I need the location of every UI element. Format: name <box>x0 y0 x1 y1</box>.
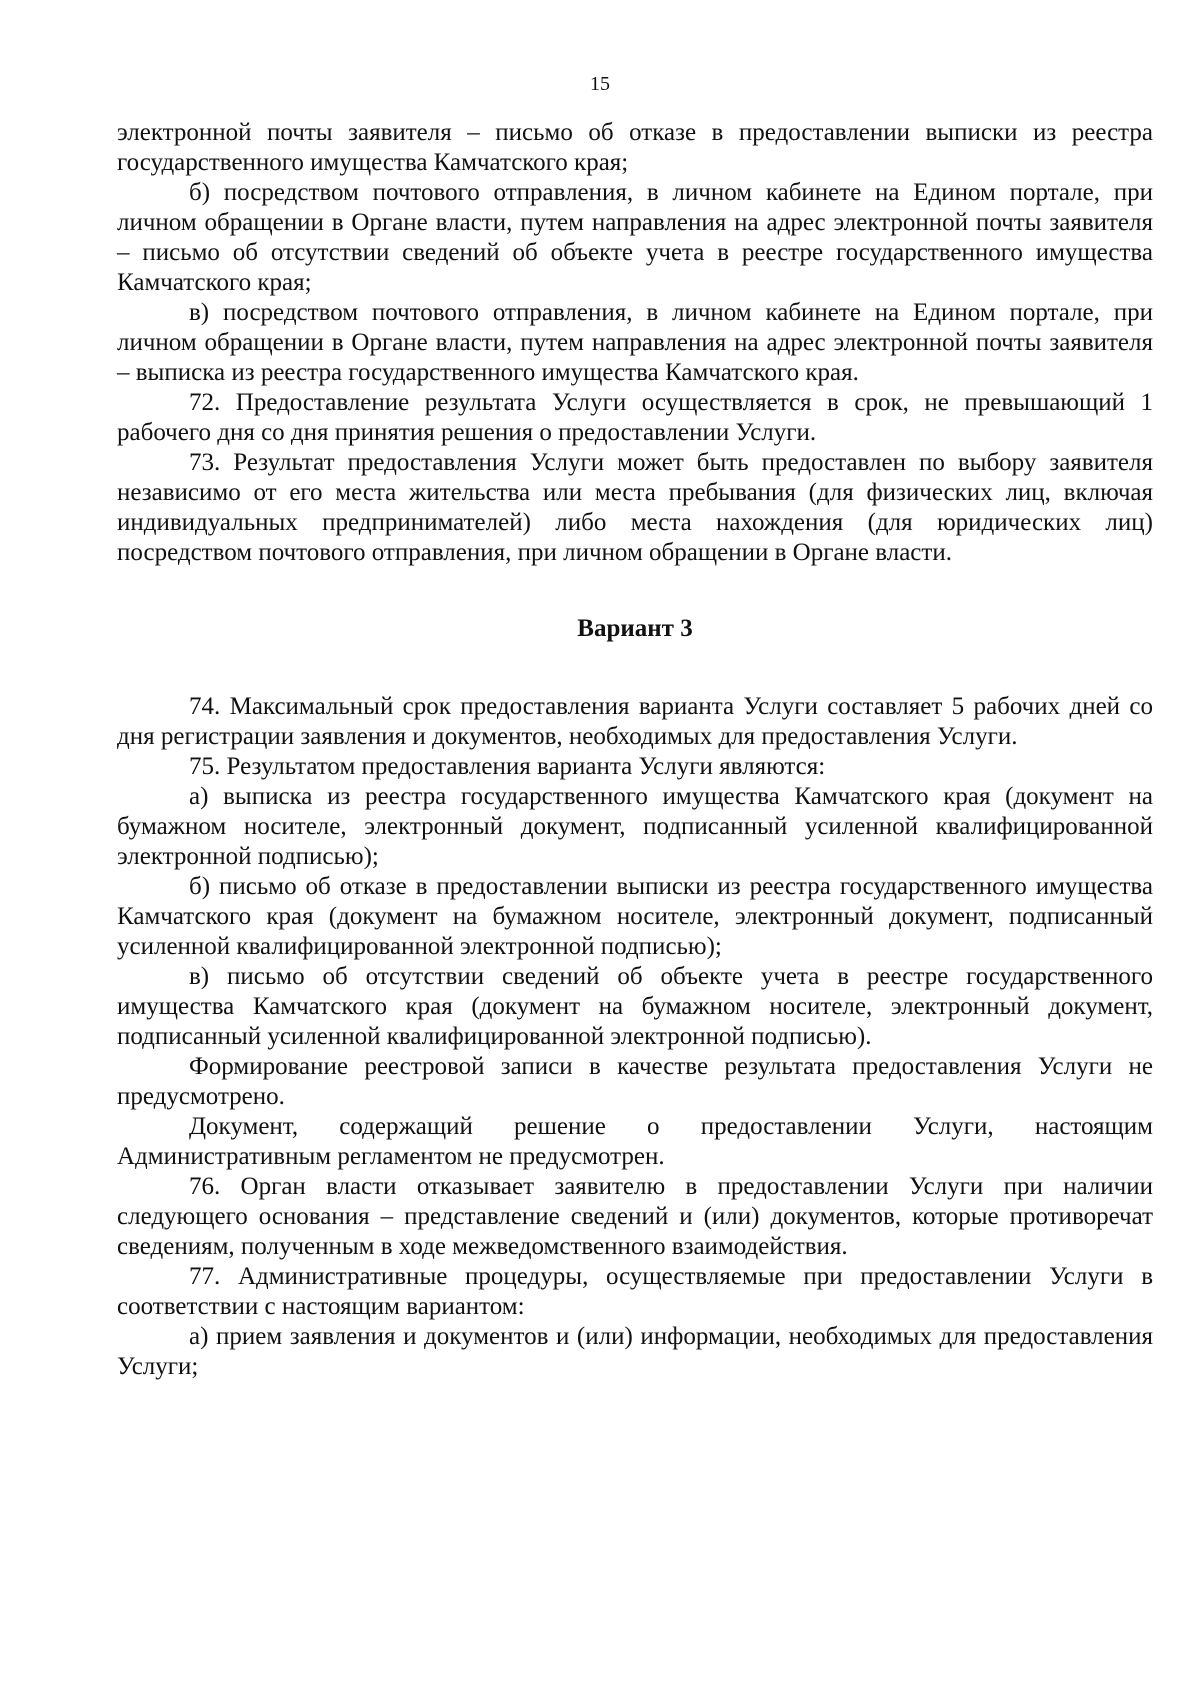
paragraph: в) посредством почтового отправления, в личном кабинете на Едином портале, при личном обращении в Органе власти, путем направления на адрес электронной почты заявителя – выписка из реестра государственного имущества Камчатского края. <box>117 299 1153 386</box>
paragraph: 77. Административные процедуры, осуществляемые при предоставлении Услуги в соответствии с настоящим вариантом: <box>117 1263 1153 1320</box>
paragraph: электронной почты заявителя – письмо об отказе в предоставлении выписки из реестра государственного имущества Камчатского края; <box>117 119 1153 176</box>
page-number: 15 <box>590 73 610 95</box>
paragraph: Документ, содержащий решение о предоставлении Услуги, настоящим Административным регламентом не предусмотрен. <box>117 1113 1153 1170</box>
paragraph: б) письмо об отказе в предоставлении выписки из реестра государственного имущества Камчатского края (документ на бумажном носителе, электронный документ, подписанный усиленной квалифицированной электронной подписью); <box>117 873 1153 960</box>
section-heading: Вариант 3 <box>577 615 693 642</box>
paragraph: а) выписка из реестра государственного имущества Камчатского края (документ на бумажном носителе, электронный документ, подписанный усиленной квалифицированной электронной подписью); <box>117 783 1153 870</box>
paragraph: 75. Результатом предоставления варианта Услуги являются: <box>189 753 826 780</box>
paragraph: 76. Орган власти отказывает заявителю в предоставлении Услуги при наличии следующего основания – представление сведений и (или) документов, которые противоречат сведениям, полученным в ходе межведомственного взаимодействия. <box>117 1173 1153 1260</box>
paragraph: а) прием заявления и документов и (или) информации, необходимых для предоставления Услуги; <box>117 1323 1153 1380</box>
paragraph: б) посредством почтового отправления, в личном кабинете на Едином портале, при личном обращении в Органе власти, путем направления на адрес электронной почты заявителя – письмо об отсутствии сведений об объекте учета в реестре государственного имущества Камчатского края; <box>117 179 1153 296</box>
paragraph: в) письмо об отсутствии сведений об объекте учета в реестре государственного имущества Камчатского края (документ на бумажном носителе, электронный документ, подписанный усиленной квалифицированной электронной подписью). <box>117 963 1153 1050</box>
paragraph: 73. Результат предоставления Услуги может быть предоставлен по выбору заявителя независимо от его места жительства или места пребывания (для физических лиц, включая индивидуальных предпринимателей) либо места нахождения (для юридических лиц) посредством почтового отправления, при личном обращении в Органе власти. <box>117 449 1153 566</box>
paragraph: 74. Максимальный срок предоставления варианта Услуги составляет 5 рабочих дней со дня регистрации заявления и документов, необходимых для предоставления Услуги. <box>117 693 1153 750</box>
paragraph: Формирование реестровой записи в качестве результата предоставления Услуги не предусмотрено. <box>117 1053 1153 1110</box>
paragraph: 72. Предоставление результата Услуги осуществляется в срок, не превышающий 1 рабочего дня со дня принятия решения о предоставлении Услуги. <box>117 389 1153 446</box>
document-body <box>117 118 1153 1382</box>
